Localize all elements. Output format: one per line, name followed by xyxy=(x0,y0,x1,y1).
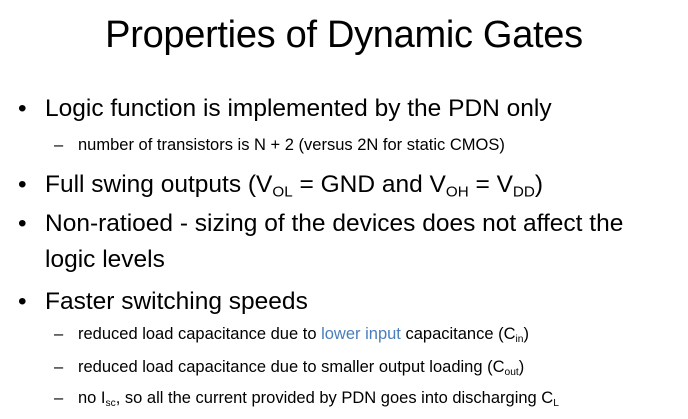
bullet-text-line2: logic levels xyxy=(45,246,165,273)
bullet-text: Full swing outputs ($V_{OL}$ = GND and $V_{OH} = V_{DD}$) xyxy=(45,171,544,201)
sub-bullet-text: number of transistors is N + 2 (versus 2N for static CMOS) xyxy=(78,136,505,154)
subscript-l: L xyxy=(553,397,559,409)
highlight-lower-input: lower input xyxy=(321,325,401,343)
bullet-text: Logic function is implemented by the PDN only xyxy=(45,95,552,122)
bullet-dot-icon: • xyxy=(18,95,27,122)
sub-dash-icon: – xyxy=(54,325,64,343)
sub-bullet-text: no $I_{sc}$, so all the current provided by PDN goes into discharging $C_L$ xyxy=(78,389,559,409)
subscript-dd: DD xyxy=(512,183,535,201)
sub-dash-icon: – xyxy=(54,136,64,154)
sub-dash-icon: – xyxy=(54,389,64,407)
subscript-in: in xyxy=(515,333,524,345)
slide-title: Properties of Dynamic Gates xyxy=(105,14,583,56)
sub-bullet-text: reduced load capacitance due to lower input capacitance $(C_{in})$ xyxy=(78,325,529,345)
bullet-dot-icon: • xyxy=(18,171,27,198)
bullet-dot-icon: • xyxy=(18,288,27,315)
sub-dash-icon: – xyxy=(54,358,64,376)
subscript-out: out xyxy=(504,366,519,378)
subscript-sc: sc xyxy=(105,397,116,409)
bullet-dot-icon: • xyxy=(18,210,27,237)
sub-bullet-text: reduced load capacitance due to smaller output loading $(C_{out})$ xyxy=(78,358,525,378)
subscript-ol: OL xyxy=(272,183,293,201)
subscript-oh: OH xyxy=(445,183,469,201)
bullet-text-line1: Non-ratioed - sizing of the devices does not affect the xyxy=(45,210,624,237)
bullet-text: Faster switching speeds xyxy=(45,288,308,315)
